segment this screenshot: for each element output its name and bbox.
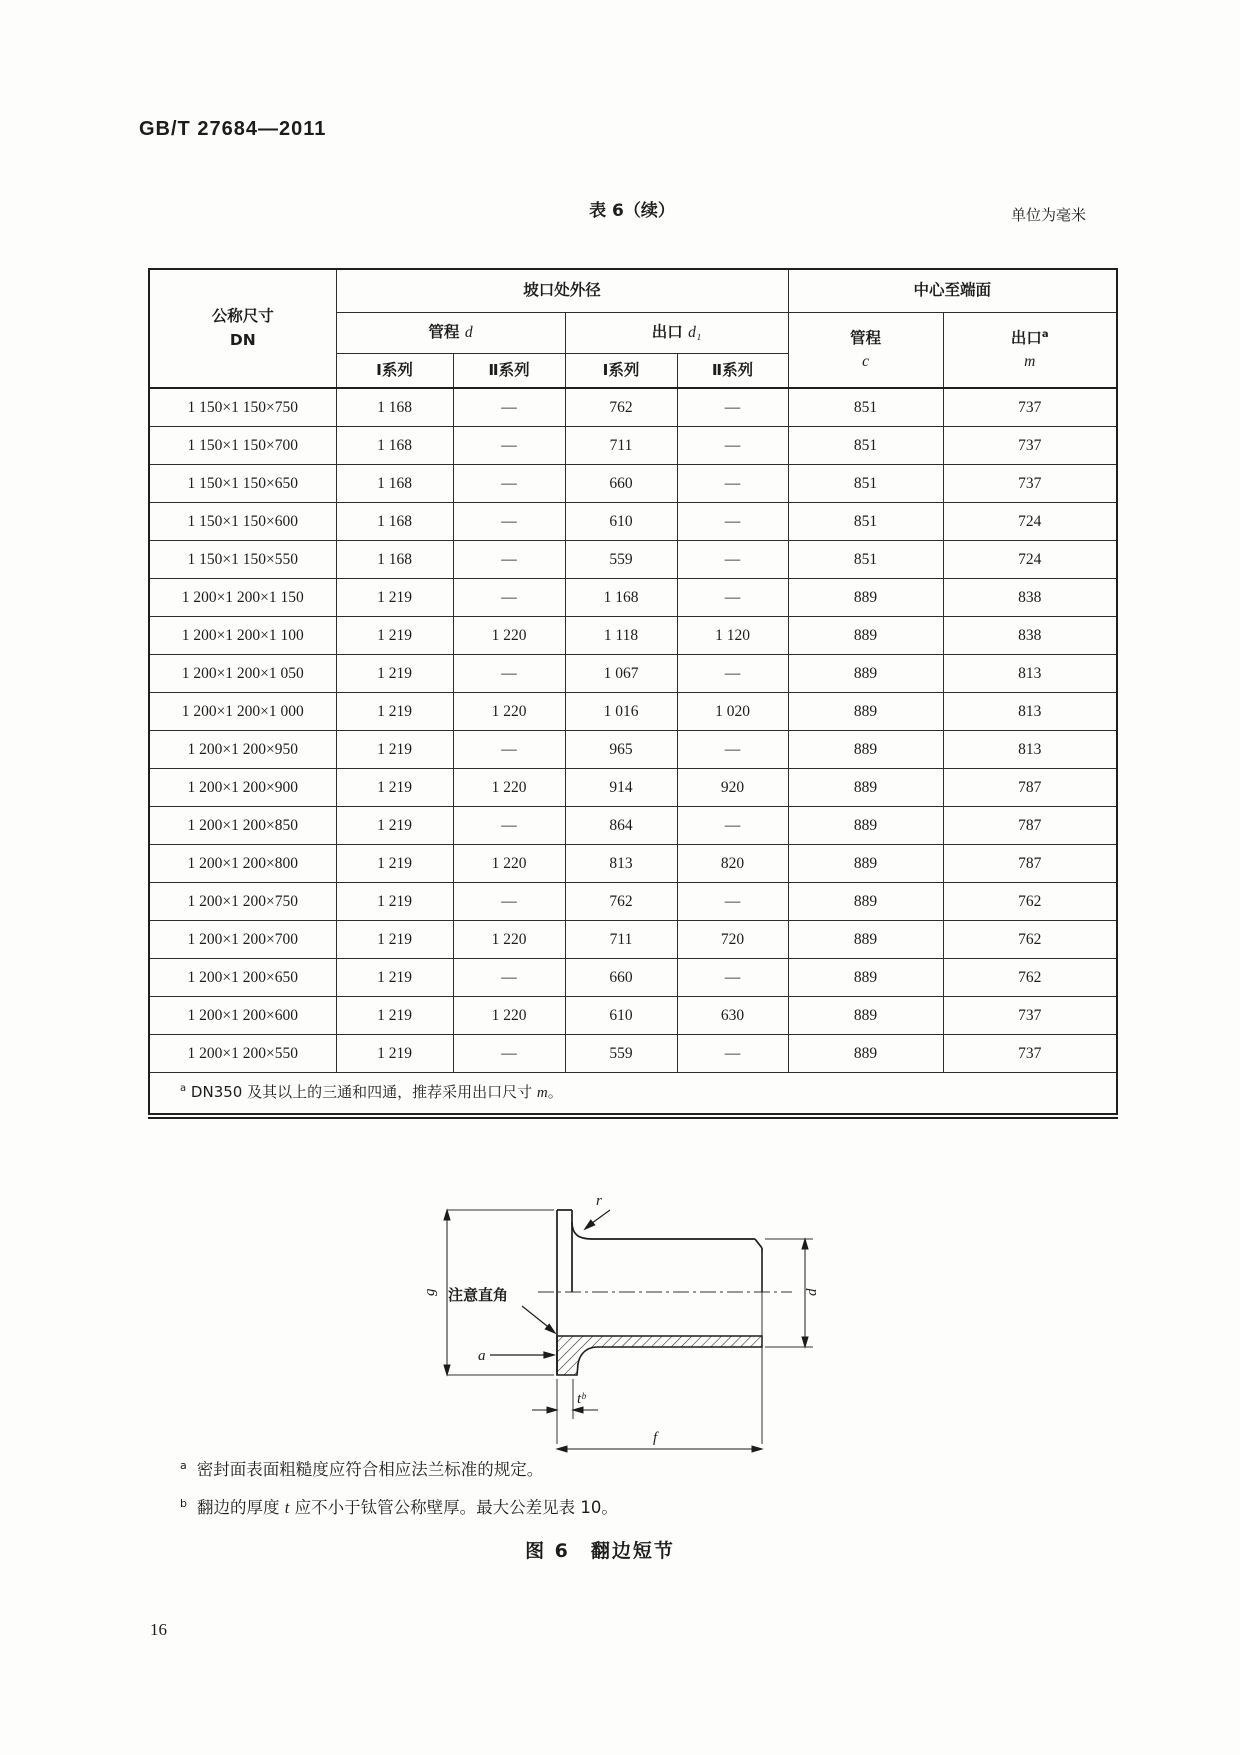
table-cell: 737	[943, 465, 1117, 503]
table-cell: 1 219	[336, 883, 453, 921]
label-t: tᵇ	[577, 1391, 586, 1407]
table-cell: 1 150×1 150×650	[149, 465, 336, 503]
table-header	[149, 269, 1117, 388]
table-cell: 914	[565, 769, 677, 807]
table-cell: —	[453, 959, 565, 997]
leader-a	[490, 1352, 554, 1358]
table-cell: 1 200×1 200×950	[149, 731, 336, 769]
table-cell: —	[677, 1035, 788, 1073]
table-row	[149, 883, 1117, 921]
table-cell: 813	[943, 731, 1117, 769]
table-row	[149, 655, 1117, 693]
table-footnote	[149, 1073, 1117, 1117]
table-cell: 889	[788, 883, 943, 921]
table-cell: 1 120	[677, 617, 788, 655]
extension-lines	[447, 1210, 813, 1444]
table-cell: 1 200×1 200×700	[149, 921, 336, 959]
footnote-marker: a	[180, 1083, 187, 1095]
table-cell: 1 220	[453, 693, 565, 731]
header-col-m-text	[944, 327, 1117, 350]
table-cell: 889	[788, 769, 943, 807]
table-cell: 920	[677, 769, 788, 807]
table-cell: —	[453, 579, 565, 617]
table-row	[149, 921, 1117, 959]
header-series-1: Ⅰ系列	[336, 354, 453, 389]
table-cell: 610	[565, 997, 677, 1035]
table-row	[149, 769, 1117, 807]
table-cell: 1 219	[336, 769, 453, 807]
table-row	[149, 579, 1117, 617]
table-cell: 1 220	[453, 997, 565, 1035]
dimension-f	[557, 1446, 762, 1452]
table-footnote-body	[149, 1073, 1117, 1117]
table-cell: 1 200×1 200×1 150	[149, 579, 336, 617]
table-cell: 1 168	[336, 388, 453, 427]
table-cell: 1 200×1 200×550	[149, 1035, 336, 1073]
dimension-table	[148, 268, 1118, 1119]
table-cell: 889	[788, 693, 943, 731]
table-cell: 851	[788, 465, 943, 503]
table-row	[149, 807, 1117, 845]
table-cell: 1 200×1 200×1 100	[149, 617, 336, 655]
header-dn-line2: DN	[229, 330, 256, 349]
table-cell: 660	[565, 465, 677, 503]
table-row	[149, 845, 1117, 883]
table-cell: 711	[565, 921, 677, 959]
header-col-m-label: 出口	[1010, 328, 1042, 347]
table-cell: 1 118	[565, 617, 677, 655]
label-r: r	[596, 1193, 602, 1209]
table-cell: 737	[943, 427, 1117, 465]
header-dn-line1: 公称尺寸	[211, 307, 274, 326]
header-shell-d-var: d	[464, 324, 473, 342]
table-cell: 1 020	[677, 693, 788, 731]
table-footnote-row	[149, 1073, 1117, 1117]
table-cell: 1 168	[336, 427, 453, 465]
right-angle-note: 注意直角	[448, 1286, 509, 1304]
header-col-c-text: 管程	[850, 328, 882, 347]
table-cell: 851	[788, 503, 943, 541]
table-row	[149, 693, 1117, 731]
header-col-c-var: c	[862, 353, 869, 370]
figure-caption	[450, 1536, 750, 1563]
table-cell: 1 200×1 200×800	[149, 845, 336, 883]
figure-note-b-text1: 翻边的厚度	[196, 1498, 285, 1517]
table-cell: —	[677, 427, 788, 465]
table-cell: 737	[943, 1035, 1117, 1073]
table-row	[149, 388, 1117, 427]
header-col-m-var: m	[1024, 353, 1036, 370]
label-d: d	[804, 1288, 820, 1296]
table-cell: 762	[943, 883, 1117, 921]
table-cell: 889	[788, 579, 943, 617]
header-series-1b: Ⅰ系列	[565, 354, 677, 389]
table-cell: —	[677, 541, 788, 579]
table-cell: 889	[788, 807, 943, 845]
header-shell-d	[336, 313, 565, 354]
table-row	[149, 541, 1117, 579]
table-cell: 838	[943, 617, 1117, 655]
table-cell: 1 219	[336, 959, 453, 997]
table-cell: 1 200×1 200×850	[149, 807, 336, 845]
table-cell: —	[453, 503, 565, 541]
footnote-text: DN350 及其以上的三通和四通，推荐采用出口尺寸	[190, 1083, 537, 1102]
table-cell: 1 219	[336, 655, 453, 693]
table-cell: 787	[943, 845, 1117, 883]
dimension-t	[532, 1407, 598, 1413]
table-cell: 1 016	[565, 693, 677, 731]
table-cell: —	[677, 807, 788, 845]
table-cell: 889	[788, 959, 943, 997]
table-cell: —	[453, 655, 565, 693]
figure-note-b-marker: b	[180, 1496, 187, 1510]
table-cell: 1 200×1 200×1 000	[149, 693, 336, 731]
table-cell: 813	[943, 655, 1117, 693]
table-cell: 1 200×1 200×650	[149, 959, 336, 997]
table-cell: 1 219	[336, 997, 453, 1035]
table-cell: —	[677, 579, 788, 617]
table-cell: —	[453, 807, 565, 845]
table-cell: 724	[943, 503, 1117, 541]
header-outlet-d1	[565, 313, 788, 354]
table-cell: 720	[677, 921, 788, 959]
table-cell: 1 200×1 200×600	[149, 997, 336, 1035]
table-cell: —	[677, 388, 788, 427]
table-cell: 1 219	[336, 579, 453, 617]
table-cell: —	[677, 503, 788, 541]
table-cell: —	[453, 427, 565, 465]
figure-note-b-var: t	[284, 1498, 290, 1517]
header-col-c	[788, 313, 943, 389]
table-cell: 1 220	[453, 845, 565, 883]
table-row	[149, 503, 1117, 541]
table-cell: 660	[565, 959, 677, 997]
leader-right-angle	[522, 1306, 555, 1333]
label-f: f	[653, 1430, 658, 1446]
table-row	[149, 997, 1117, 1035]
figure-caption-text: 翻边短节	[590, 1540, 675, 1562]
table-cell: —	[453, 883, 565, 921]
table-cell: 711	[565, 427, 677, 465]
table-cell: 1 067	[565, 655, 677, 693]
table-cell: 1 219	[336, 617, 453, 655]
table-cell: 787	[943, 807, 1117, 845]
table-cell: 851	[788, 388, 943, 427]
table-cell: 1 220	[453, 769, 565, 807]
table-cell: —	[453, 731, 565, 769]
label-g: g	[422, 1288, 438, 1296]
header-col-m-footnote-mark: a	[1041, 328, 1049, 340]
table-cell: 965	[565, 731, 677, 769]
table-cell: 851	[788, 541, 943, 579]
table-cell: 787	[943, 769, 1117, 807]
table-cell: —	[453, 465, 565, 503]
label-a: a	[478, 1348, 486, 1364]
table-cell: —	[677, 883, 788, 921]
table-cell: 762	[943, 921, 1117, 959]
table-cell: 1 220	[453, 617, 565, 655]
table-cell: 838	[943, 579, 1117, 617]
table-cell: 813	[943, 693, 1117, 731]
table-row	[149, 1035, 1117, 1073]
table-cell: 889	[788, 845, 943, 883]
header-series-2b: Ⅱ系列	[677, 354, 788, 389]
section-hatched-wall	[557, 1336, 762, 1375]
header-series-2: Ⅱ系列	[453, 354, 565, 389]
table-cell: 889	[788, 617, 943, 655]
unit-note: 单位为毫米	[1010, 206, 1086, 224]
table-body	[149, 388, 1117, 1073]
table-cell: —	[453, 388, 565, 427]
document-code: GB/T 27684—2011	[139, 118, 327, 140]
table-cell: 889	[788, 1035, 943, 1073]
table-cell: 820	[677, 845, 788, 883]
table-cell: 559	[565, 1035, 677, 1073]
figure-note-a-marker: a	[180, 1458, 187, 1472]
table-row	[149, 427, 1117, 465]
table-cell: 864	[565, 807, 677, 845]
table-cell: 1 219	[336, 731, 453, 769]
table-cell: 1 168	[336, 503, 453, 541]
page-number: 16	[150, 1620, 167, 1639]
table-cell: 1 168	[336, 465, 453, 503]
footnote-var: m	[536, 1085, 548, 1102]
header-col-m	[943, 313, 1117, 389]
table-cell: 889	[788, 731, 943, 769]
table-cell: 762	[565, 388, 677, 427]
table-cell: 1 150×1 150×600	[149, 503, 336, 541]
table-cell: 737	[943, 388, 1117, 427]
table-cell: 889	[788, 997, 943, 1035]
header-shell-d-text: 管程	[428, 323, 465, 342]
table-cell: 630	[677, 997, 788, 1035]
table-cell: 1 220	[453, 921, 565, 959]
header-dn	[149, 269, 336, 388]
table-cell: —	[453, 541, 565, 579]
table-cell: 559	[565, 541, 677, 579]
table-cell: 1 150×1 150×700	[149, 427, 336, 465]
footnote-suffix: 。	[547, 1083, 563, 1102]
table-cell: 813	[565, 845, 677, 883]
table-row	[149, 465, 1117, 503]
figure-caption-label: 图 6	[525, 1540, 570, 1562]
figure-note-b-text2: 应不小于钛管公称壁厚。最大公差见表 10。	[289, 1498, 618, 1517]
figure-note-a-text: 密封面表面粗糙度应符合相应法兰标准的规定。	[196, 1460, 544, 1479]
table-cell: —	[677, 959, 788, 997]
table-cell: 1 219	[336, 693, 453, 731]
table-cell: 1 219	[336, 921, 453, 959]
table-cell: —	[677, 731, 788, 769]
table-cell: 851	[788, 427, 943, 465]
table-cell: 889	[788, 921, 943, 959]
stub-end-drawing	[420, 1172, 820, 1472]
header-outlet-d1-text: 出口	[651, 323, 689, 342]
table-cell: 1 150×1 150×750	[149, 388, 336, 427]
leader-r	[585, 1210, 610, 1229]
table-title: 表 6（续）	[589, 201, 675, 221]
figure-note-a	[180, 1456, 543, 1480]
table-cell: 1 168	[565, 579, 677, 617]
table-cell: 1 219	[336, 807, 453, 845]
table-row	[149, 959, 1117, 997]
table-cell: 762	[943, 959, 1117, 997]
table-cell: 1 219	[336, 1035, 453, 1073]
table-cell: 889	[788, 655, 943, 693]
header-group-outer-diameter: 坡口处外径	[336, 269, 788, 313]
table-cell: 737	[943, 997, 1117, 1035]
table-cell: 610	[565, 503, 677, 541]
table-cell: 724	[943, 541, 1117, 579]
table-cell: 1 200×1 200×900	[149, 769, 336, 807]
table-cell: —	[453, 1035, 565, 1073]
table-cell: 1 200×1 200×750	[149, 883, 336, 921]
table-cell: —	[677, 465, 788, 503]
table-cell: 762	[565, 883, 677, 921]
table-cell: 1 168	[336, 541, 453, 579]
table-row	[149, 731, 1117, 769]
table-cell: 1 219	[336, 845, 453, 883]
table-cell: 1 200×1 200×1 050	[149, 655, 336, 693]
header-group-center-to-end: 中心至端面	[788, 269, 1117, 313]
table-cell: —	[677, 655, 788, 693]
figure-note-b	[180, 1494, 618, 1518]
table-row	[149, 617, 1117, 655]
header-outlet-d1-var: d₁	[688, 324, 702, 342]
table-cell: 1 150×1 150×550	[149, 541, 336, 579]
